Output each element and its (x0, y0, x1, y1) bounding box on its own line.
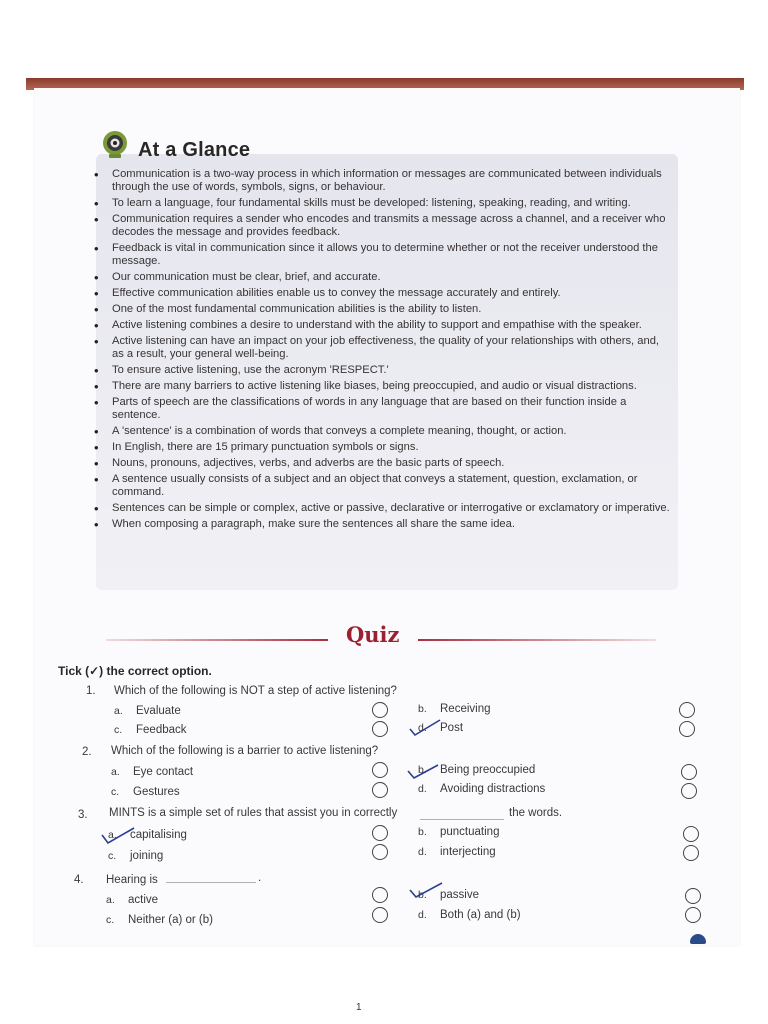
option-label: b. passive (418, 889, 479, 901)
option-radio[interactable] (681, 783, 697, 799)
option-radio[interactable] (372, 721, 388, 737)
option-label: b. Being preoccupied (418, 764, 536, 776)
option-radio[interactable] (685, 907, 701, 923)
question-number: 4. (74, 874, 84, 886)
option-label: a. active (106, 894, 159, 906)
glance-bullet: • Sentences can be simple or complex, active or passive, declarative or interrogative or exclamatory or imperative. (88, 502, 673, 515)
option-radio[interactable] (372, 782, 388, 798)
glance-bullet: • To ensure active listening, use the acronym 'RESPECT.' (88, 364, 673, 377)
glance-bullet-list (88, 168, 673, 534)
option-label: a. Eye contact (111, 766, 194, 778)
option-radio[interactable] (679, 702, 695, 718)
glance-bullet: • Feedback is vital in communication since it allows you to determine whether or not the receiver understood the message. (88, 242, 673, 268)
tick-mark-icon (100, 826, 136, 846)
option-label: c. Gestures (111, 786, 180, 798)
option-label: d. Post (418, 722, 464, 734)
question-text-tail: . (258, 872, 262, 884)
question-number: 3. (78, 809, 88, 821)
glance-bullet: • A sentence usually consists of a subject and an object that conveys a statement, question, exclamation, or command. (88, 473, 673, 499)
glance-bullet: • Effective communication abilities enable us to convey the message accurately and entirely. (88, 287, 673, 300)
camera-lens-icon (100, 130, 130, 160)
option-radio[interactable] (685, 888, 701, 904)
glance-bullet: • Communication requires a sender who encodes and transmits a message across a channel, and a receiver who decodes the message and provides feedback. (88, 213, 673, 239)
option-label: d. Avoiding distractions (418, 783, 546, 795)
quiz-rule-right (418, 639, 656, 641)
option-label: c. Neither (a) or (b) (106, 914, 213, 926)
glance-bullet: • Parts of speech are the classifications of words in any language that are based on their function inside a sentence. (88, 396, 673, 422)
question-text-tail: the words. (509, 807, 563, 819)
tick-mark-icon (408, 718, 442, 738)
glance-bullet: • Active listening can have an impact on your job effectiveness, the quality of your relationships with others, and, as a result, your general well-being. (88, 335, 673, 361)
option-radio[interactable] (679, 721, 695, 737)
glance-bullet: • Nouns, pronouns, adjectives, verbs, and adverbs are the basic parts of speech. (88, 457, 673, 470)
option-label: a. capitalising (108, 829, 187, 841)
question-text: Which of the following is a barrier to active listening? (111, 745, 379, 757)
option-radio[interactable] (372, 702, 388, 718)
option-radio[interactable] (372, 825, 388, 841)
glance-bullet: • In English, there are 15 primary punctuation symbols or signs. (88, 441, 673, 454)
option-label: b. Receiving (418, 703, 491, 715)
question-text: MINTS is a simple set of rules that assist you in correctly (109, 807, 398, 819)
quiz-rule-left (106, 639, 328, 641)
glance-bullet: • Communication is a two-way process in which information or messages are communicated between individuals through the use of words, symbols, signs, or behaviour. (88, 168, 673, 194)
option-label: a. Evaluate (114, 705, 181, 717)
question-text: Hearing is (106, 874, 158, 886)
question-text: Which of the following is NOT a step of active listening? (114, 685, 397, 697)
option-radio[interactable] (372, 762, 388, 778)
answer-blank (420, 819, 504, 820)
question-number: 1. (86, 685, 96, 697)
tick-mark-icon (406, 762, 440, 782)
quiz-header (106, 620, 656, 650)
option-label: c. Feedback (114, 724, 187, 736)
glance-bullet: • A 'sentence' is a combination of words that conveys a complete meaning, thought, or action. (88, 425, 673, 438)
option-label: c. joining (108, 850, 164, 862)
glance-bullet: • To learn a language, four fundamental skills must be developed: listening, speaking, reading, and writing. (88, 197, 673, 210)
option-radio[interactable] (372, 887, 388, 903)
option-label: d. interjecting (418, 846, 496, 858)
question-number: 2. (82, 746, 92, 758)
glance-bullet: • When composing a paragraph, make sure the sentences all share the same idea. (88, 518, 673, 531)
answer-blank (166, 882, 256, 883)
corner-marker (690, 934, 706, 944)
option-label: d. Both (a) and (b) (418, 909, 521, 921)
option-label: b. punctuating (418, 826, 500, 838)
quiz-title: Quiz (346, 622, 400, 647)
option-radio[interactable] (681, 764, 697, 780)
glance-bullet: • Active listening combines a desire to understand with the ability to support and empathise with the speaker. (88, 319, 673, 332)
page-number: 1 (356, 1002, 362, 1013)
glance-bullet: • One of the most fundamental communication abilities is the ability to listen. (88, 303, 673, 316)
option-radio[interactable] (683, 845, 699, 861)
glance-bullet: • There are many barriers to active listening like biases, being preoccupied, and audio or visual distractions. (88, 380, 673, 393)
option-radio[interactable] (683, 826, 699, 842)
option-radio[interactable] (372, 907, 388, 923)
tick-mark-icon (408, 881, 444, 901)
glance-bullet: • Our communication must be clear, brief, and accurate. (88, 271, 673, 284)
glance-title: At a Glance (138, 139, 251, 161)
option-radio[interactable] (372, 844, 388, 860)
quiz-instruction: Tick (✓) the correct option. (58, 664, 212, 678)
